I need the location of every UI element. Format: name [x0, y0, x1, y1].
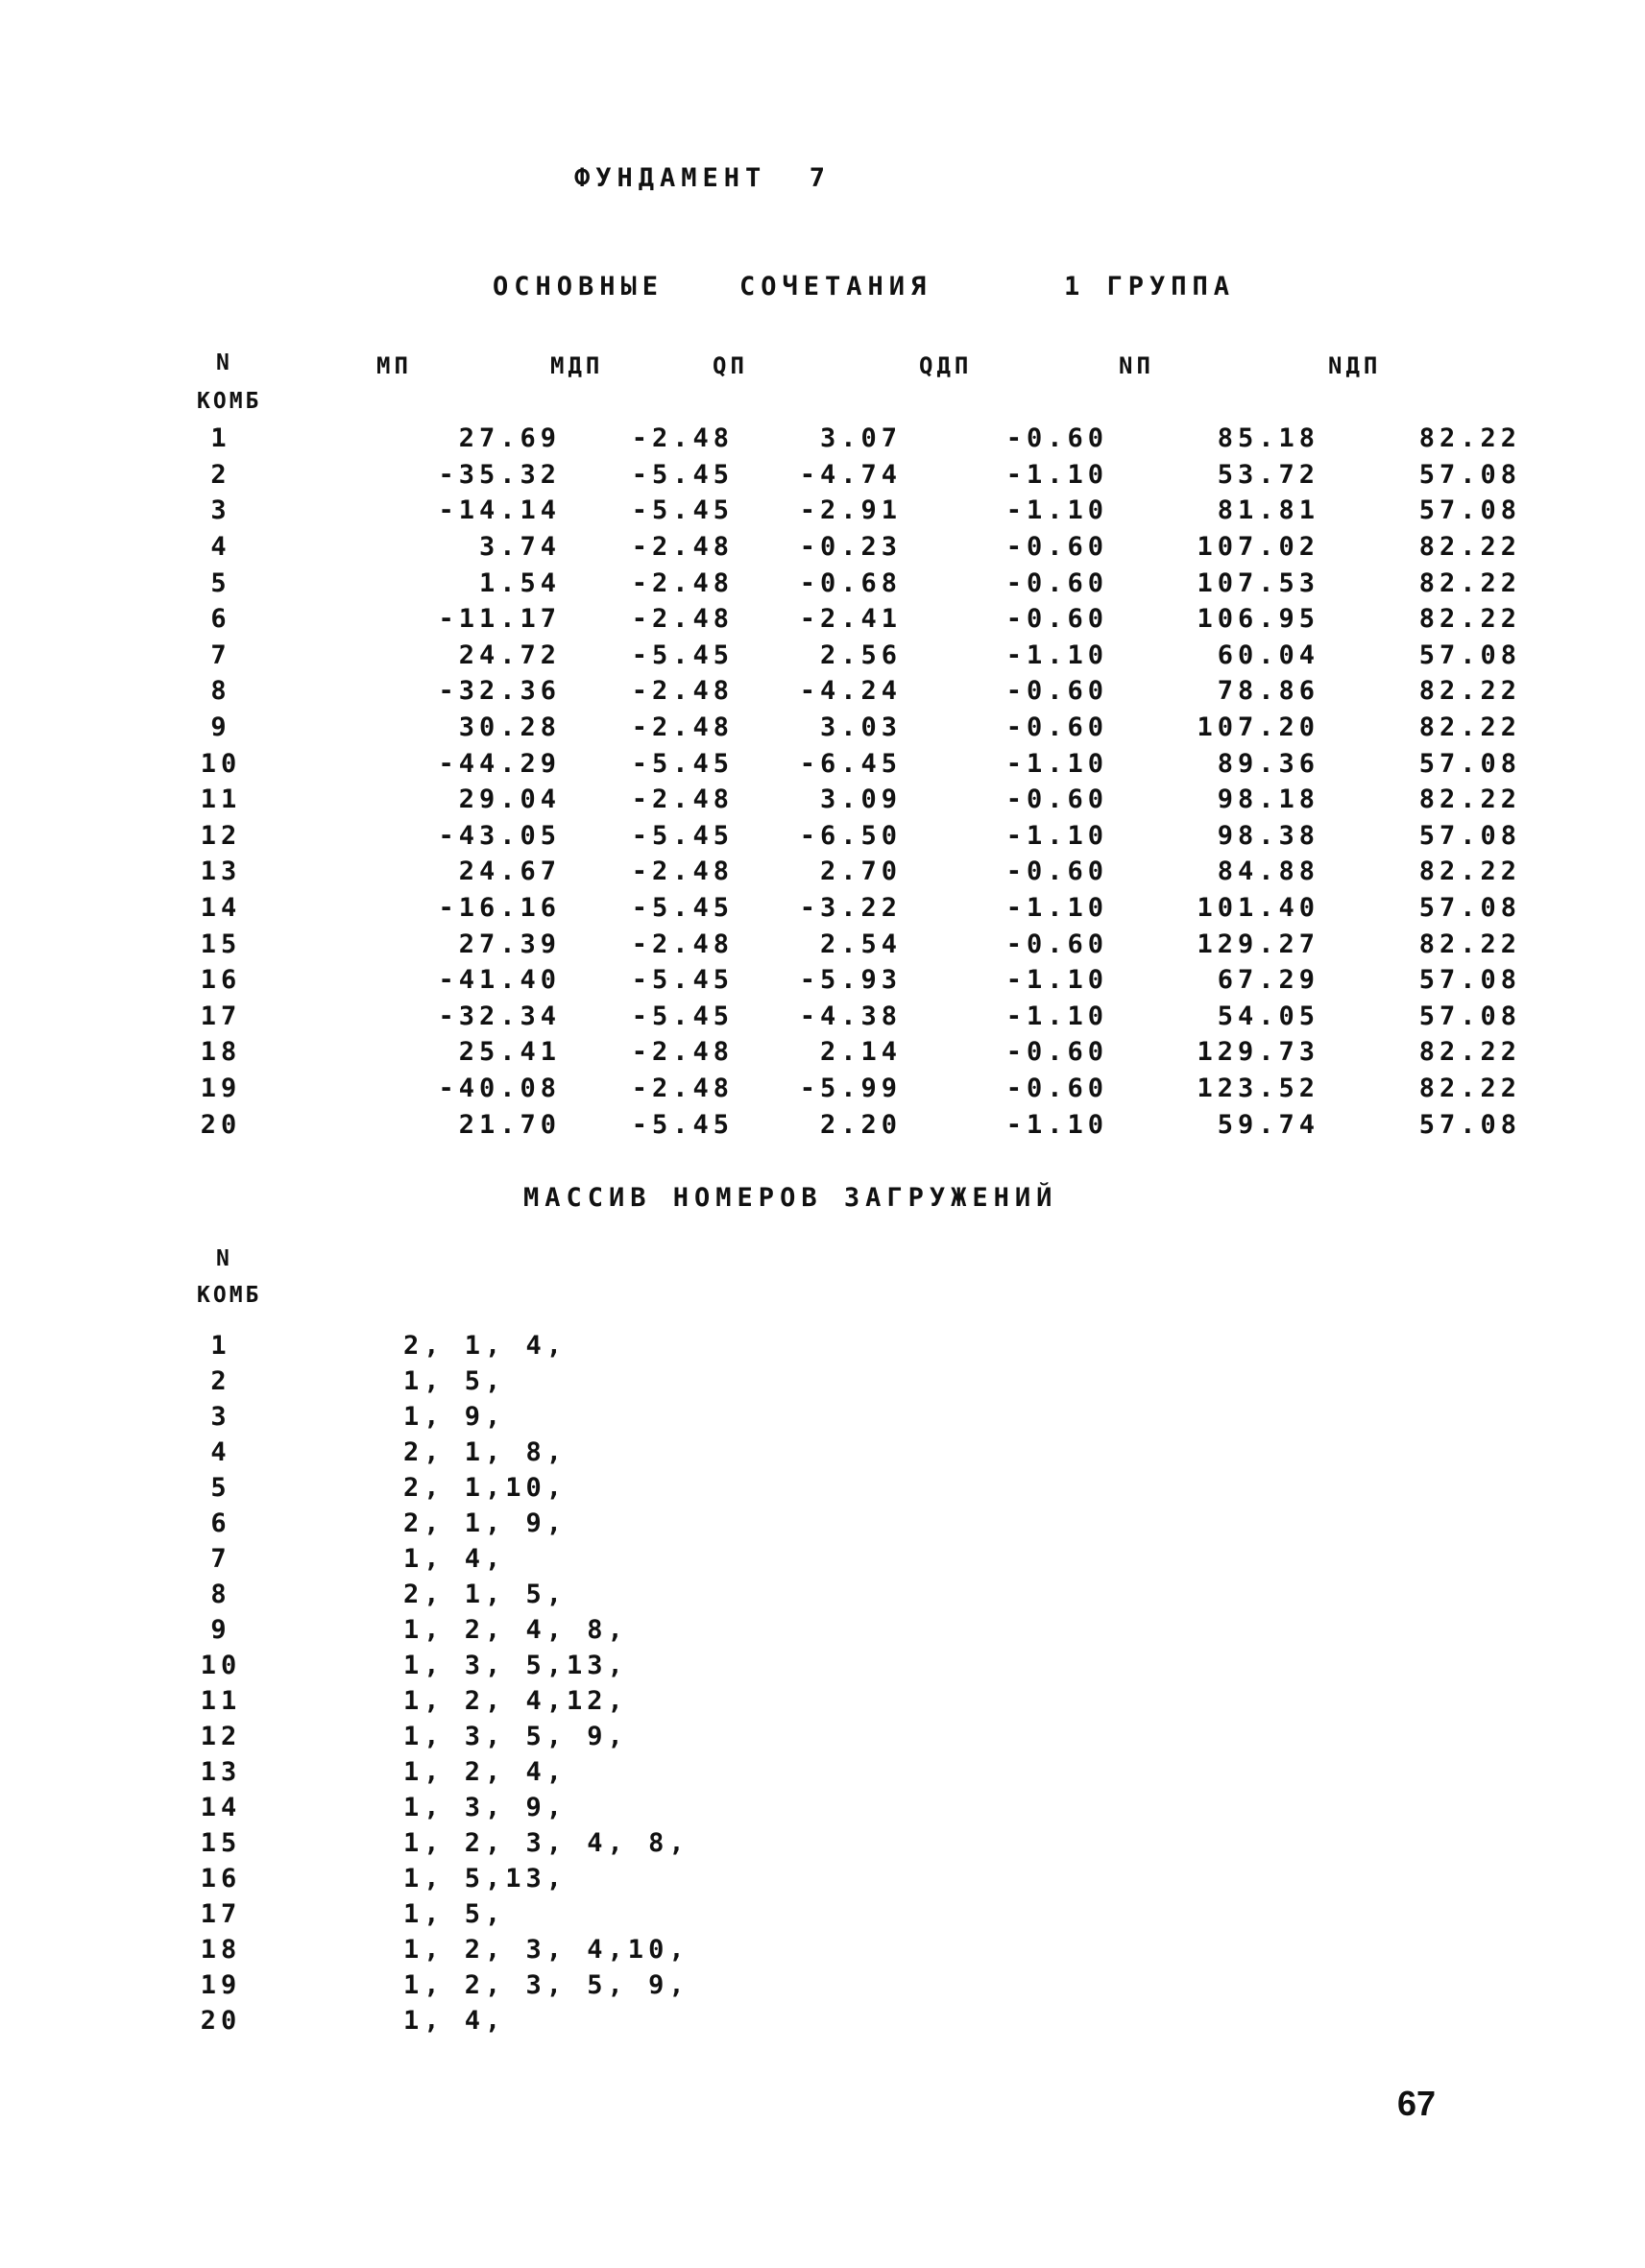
table-row	[182, 999, 1521, 1035]
row-number: 9	[210, 1615, 231, 1645]
table-row	[182, 782, 1521, 818]
table-cell: -14.14	[438, 495, 561, 526]
table-cell: -6.45	[799, 748, 902, 779]
row-number: 10	[200, 748, 242, 779]
table-cell: 57.08	[1418, 965, 1521, 996]
table-cell: -2.48	[631, 423, 734, 454]
table-cell: 57.08	[1418, 639, 1521, 670]
table-cell: -5.45	[631, 639, 734, 670]
list-item	[182, 1541, 689, 1577]
row-number: 14	[200, 893, 242, 924]
table-cell: -4.74	[799, 459, 902, 490]
page-number: 67	[1397, 2084, 1437, 2123]
table-row	[182, 962, 1521, 999]
table-row	[182, 457, 1521, 494]
table-cell: 29.04	[458, 784, 561, 815]
row-number: 14	[200, 1793, 242, 1822]
list-item	[182, 1896, 689, 1932]
load-numbers: 1, 5,13,	[403, 1864, 568, 1894]
load-numbers: 1, 2, 4,12,	[403, 1686, 628, 1716]
row-number: 4	[210, 1437, 231, 1467]
table-cell: -2.48	[631, 676, 734, 707]
load-numbers: 1, 2, 3, 5, 9,	[403, 1970, 689, 2000]
list-item	[182, 1506, 689, 1541]
loads-komb-label: КОМБ	[197, 1283, 262, 1308]
table-row	[182, 1071, 1521, 1107]
table-cell: 2.70	[819, 857, 902, 887]
load-numbers: 2, 1, 9,	[403, 1508, 568, 1538]
section-heading-word-combinations: СОЧЕТАНИЯ	[739, 272, 932, 302]
table-cell: 82.22	[1418, 604, 1521, 635]
table-cell: -2.48	[631, 929, 734, 959]
table-row	[182, 601, 1521, 638]
table-cell: -0.60	[1005, 423, 1108, 454]
row-number: 7	[210, 639, 231, 670]
row-number: 20	[200, 1109, 242, 1140]
table-cell: -1.10	[1005, 893, 1108, 924]
table-row	[182, 745, 1521, 782]
row-number: 19	[200, 1073, 242, 1103]
table-cell: 57.08	[1418, 820, 1521, 851]
row-number: 16	[200, 965, 242, 996]
table-cell: 57.08	[1418, 1109, 1521, 1140]
table-row	[182, 1034, 1521, 1071]
list-item	[182, 1648, 689, 1683]
table-cell: -0.60	[1005, 1073, 1108, 1103]
row-number: 12	[200, 820, 242, 851]
table-cell: 98.18	[1217, 784, 1319, 815]
table-cell: -0.60	[1005, 929, 1108, 959]
table-cell: -2.48	[631, 784, 734, 815]
loads-section-title: МАССИВ НОМЕРОВ ЗАГРУЖЕНИЙ	[523, 1183, 1058, 1213]
row-number: 17	[200, 1001, 242, 1031]
table-row	[182, 421, 1521, 457]
row-number: 5	[210, 1473, 231, 1503]
table-cell: -32.34	[438, 1001, 561, 1031]
table-cell: -2.48	[631, 712, 734, 743]
load-numbers: 1, 2, 4,	[403, 1757, 568, 1787]
table-cell: 54.05	[1217, 1001, 1319, 1031]
list-item	[182, 1932, 689, 1967]
load-numbers: 1, 9,	[403, 1402, 506, 1432]
table-cell: -2.48	[631, 857, 734, 887]
table-cell: -5.45	[631, 820, 734, 851]
table-cell: -5.45	[631, 495, 734, 526]
list-item	[182, 2003, 689, 2039]
table-cell: 53.72	[1217, 459, 1319, 490]
table-cell: -2.48	[631, 567, 734, 598]
row-number: 13	[200, 857, 242, 887]
table-cell: -4.24	[799, 676, 902, 707]
row-number: 11	[200, 1686, 242, 1716]
table-row	[182, 493, 1521, 529]
column-header-mdp: МДП	[550, 352, 604, 379]
table-cell: -3.22	[799, 893, 902, 924]
table-row	[182, 1106, 1521, 1143]
row-number: 20	[200, 2006, 242, 2036]
table-cell: -5.45	[631, 965, 734, 996]
table-cell: 106.95	[1197, 604, 1319, 635]
table-cell: 57.08	[1418, 893, 1521, 924]
table-cell: -2.48	[631, 1037, 734, 1068]
load-numbers: 1, 2, 3, 4, 8,	[403, 1828, 689, 1858]
table-cell: 57.08	[1418, 459, 1521, 490]
table-cell: -43.05	[438, 820, 561, 851]
list-item	[182, 1825, 689, 1861]
table-cell: 57.08	[1418, 1001, 1521, 1031]
row-number: 8	[210, 1580, 231, 1609]
table-cell: 89.36	[1217, 748, 1319, 779]
table-cell: 27.69	[458, 423, 561, 454]
list-item	[182, 1399, 689, 1435]
table-cell: 59.74	[1217, 1109, 1319, 1140]
table-cell: 2.56	[819, 639, 902, 670]
list-item	[182, 1719, 689, 1754]
table-cell: 82.22	[1418, 423, 1521, 454]
table-cell: -11.17	[438, 604, 561, 635]
row-number: 6	[210, 604, 231, 635]
table-cell: -6.50	[799, 820, 902, 851]
row-number: 15	[200, 929, 242, 959]
list-item	[182, 1328, 689, 1363]
table-cell: 67.29	[1217, 965, 1319, 996]
table-cell: 81.81	[1217, 495, 1319, 526]
list-item	[182, 1435, 689, 1470]
row-number: 5	[210, 567, 231, 598]
table-cell: -40.08	[438, 1073, 561, 1103]
table-cell: 2.54	[819, 929, 902, 959]
table-row	[182, 710, 1521, 746]
row-number: 7	[210, 1544, 231, 1574]
table-cell: -5.99	[799, 1073, 902, 1103]
list-item	[182, 1577, 689, 1612]
combinations-table	[182, 421, 1521, 1143]
table-cell: 57.08	[1418, 495, 1521, 526]
column-header-mp: МП	[376, 352, 412, 379]
table-cell: 82.22	[1418, 1037, 1521, 1068]
page-title: ФУНДАМЕНТ 7	[574, 163, 832, 193]
table-cell: 123.52	[1197, 1073, 1319, 1103]
table-cell: -5.45	[631, 1001, 734, 1031]
table-cell: -1.10	[1005, 639, 1108, 670]
table-cell: -0.60	[1005, 604, 1108, 635]
load-numbers: 1, 3, 5, 9,	[403, 1722, 628, 1751]
table-cell: 3.03	[819, 712, 902, 743]
table-cell: 82.22	[1418, 532, 1521, 563]
table-cell: 3.74	[478, 532, 561, 563]
table-cell: 101.40	[1197, 893, 1319, 924]
table-cell: 78.86	[1217, 676, 1319, 707]
row-number: 13	[200, 1757, 242, 1787]
list-item	[182, 1967, 689, 2003]
row-number: 8	[210, 676, 231, 707]
section-heading-word-group: 1 ГРУППА	[1064, 272, 1236, 302]
table-cell: -1.10	[1005, 1001, 1108, 1031]
load-numbers: 1, 3, 9,	[403, 1793, 568, 1822]
table-cell: 85.18	[1217, 423, 1319, 454]
table-cell: -0.23	[799, 532, 902, 563]
table-cell: -0.60	[1005, 532, 1108, 563]
n-label: N	[216, 350, 232, 375]
table-row	[182, 818, 1521, 855]
table-cell: -1.10	[1005, 495, 1108, 526]
table-cell: -1.10	[1005, 965, 1108, 996]
table-cell: 1.54	[478, 567, 561, 598]
load-numbers: 1, 4,	[403, 1544, 506, 1574]
load-numbers: 1, 5,	[403, 1899, 506, 1929]
table-cell: 82.22	[1418, 567, 1521, 598]
table-cell: -44.29	[438, 748, 561, 779]
table-cell: -0.60	[1005, 784, 1108, 815]
column-header-ndp: NДП	[1328, 352, 1382, 379]
table-cell: 60.04	[1217, 639, 1319, 670]
row-number: 17	[200, 1899, 242, 1929]
table-cell: 2.14	[819, 1037, 902, 1068]
table-cell: -0.60	[1005, 567, 1108, 598]
table-row	[182, 890, 1521, 927]
row-number: 1	[210, 423, 231, 454]
table-cell: -5.45	[631, 893, 734, 924]
list-item	[182, 1790, 689, 1825]
table-cell: 129.73	[1197, 1037, 1319, 1068]
table-cell: 82.22	[1418, 712, 1521, 743]
table-cell: -2.41	[799, 604, 902, 635]
table-cell: 27.39	[458, 929, 561, 959]
list-item	[182, 1612, 689, 1648]
row-number: 3	[210, 1402, 231, 1432]
column-header-qp: QП	[713, 352, 748, 379]
row-number: 18	[200, 1037, 242, 1068]
table-cell: 3.07	[819, 423, 902, 454]
row-number: 4	[210, 532, 231, 563]
table-cell: -16.16	[438, 893, 561, 924]
row-number: 9	[210, 712, 231, 743]
table-cell: -1.10	[1005, 1109, 1108, 1140]
load-numbers: 2, 1, 4,	[403, 1331, 568, 1361]
section-heading-word-basic: ОСНОВНЫЕ	[493, 272, 665, 302]
table-row	[182, 854, 1521, 890]
row-number: 2	[210, 459, 231, 490]
loads-n-label: N	[216, 1246, 232, 1271]
table-cell: 21.70	[458, 1109, 561, 1140]
row-number: 10	[200, 1651, 242, 1680]
table-cell: -2.91	[799, 495, 902, 526]
table-cell: -41.40	[438, 965, 561, 996]
table-cell: -1.10	[1005, 820, 1108, 851]
row-number: 12	[200, 1722, 242, 1751]
table-cell: 82.22	[1418, 929, 1521, 959]
load-numbers: 2, 1, 8,	[403, 1437, 568, 1467]
load-numbers: 1, 2, 3, 4,10,	[403, 1935, 689, 1965]
table-cell: 107.20	[1197, 712, 1319, 743]
table-cell: -5.45	[631, 459, 734, 490]
table-row	[182, 529, 1521, 566]
loads-table	[182, 1328, 689, 2039]
load-numbers: 1, 2, 4, 8,	[403, 1615, 628, 1645]
table-cell: 24.72	[458, 639, 561, 670]
table-cell: -2.48	[631, 1073, 734, 1103]
load-numbers: 2, 1,10,	[403, 1473, 568, 1503]
row-number: 15	[200, 1828, 242, 1858]
load-numbers: 1, 4,	[403, 2006, 506, 2036]
table-cell: 82.22	[1418, 784, 1521, 815]
row-number: 3	[210, 495, 231, 526]
table-cell: 107.53	[1197, 567, 1319, 598]
list-item	[182, 1754, 689, 1790]
list-item	[182, 1363, 689, 1399]
table-cell: -1.10	[1005, 748, 1108, 779]
table-cell: -5.45	[631, 748, 734, 779]
table-row	[182, 926, 1521, 962]
table-cell: -4.38	[799, 1001, 902, 1031]
column-header-np: NП	[1119, 352, 1154, 379]
table-cell: 25.41	[458, 1037, 561, 1068]
table-cell: -2.48	[631, 532, 734, 563]
table-cell: -5.45	[631, 1109, 734, 1140]
table-cell: 30.28	[458, 712, 561, 743]
table-cell: -1.10	[1005, 459, 1108, 490]
table-cell: -0.60	[1005, 676, 1108, 707]
table-row	[182, 638, 1521, 674]
row-number: 16	[200, 1864, 242, 1894]
table-cell: -5.93	[799, 965, 902, 996]
table-cell: -0.68	[799, 567, 902, 598]
row-number: 18	[200, 1935, 242, 1965]
load-numbers: 1, 5,	[403, 1366, 506, 1396]
table-cell: 82.22	[1418, 1073, 1521, 1103]
table-cell: 82.22	[1418, 857, 1521, 887]
table-cell: -35.32	[438, 459, 561, 490]
table-cell: -0.60	[1005, 712, 1108, 743]
list-item	[182, 1470, 689, 1506]
table-cell: 84.88	[1217, 857, 1319, 887]
row-number: 1	[210, 1331, 231, 1361]
table-cell: 98.38	[1217, 820, 1319, 851]
table-cell: 107.02	[1197, 532, 1319, 563]
komb-label: КОМБ	[197, 389, 262, 414]
table-cell: 2.20	[819, 1109, 902, 1140]
table-row	[182, 565, 1521, 601]
row-number: 11	[200, 784, 242, 815]
row-number: 6	[210, 1508, 231, 1538]
list-item	[182, 1861, 689, 1896]
load-numbers: 2, 1, 5,	[403, 1580, 568, 1609]
row-number: 19	[200, 1970, 242, 2000]
row-number: 2	[210, 1366, 231, 1396]
table-cell: 82.22	[1418, 676, 1521, 707]
table-cell: -32.36	[438, 676, 561, 707]
list-item	[182, 1683, 689, 1719]
load-numbers: 1, 3, 5,13,	[403, 1651, 628, 1680]
table-cell: 3.09	[819, 784, 902, 815]
table-cell: 57.08	[1418, 748, 1521, 779]
table-cell: -0.60	[1005, 1037, 1108, 1068]
column-header-qdp: QДП	[919, 352, 973, 379]
table-cell: -0.60	[1005, 857, 1108, 887]
table-cell: -2.48	[631, 604, 734, 635]
table-cell: 129.27	[1197, 929, 1319, 959]
table-row	[182, 673, 1521, 710]
table-cell: 24.67	[458, 857, 561, 887]
